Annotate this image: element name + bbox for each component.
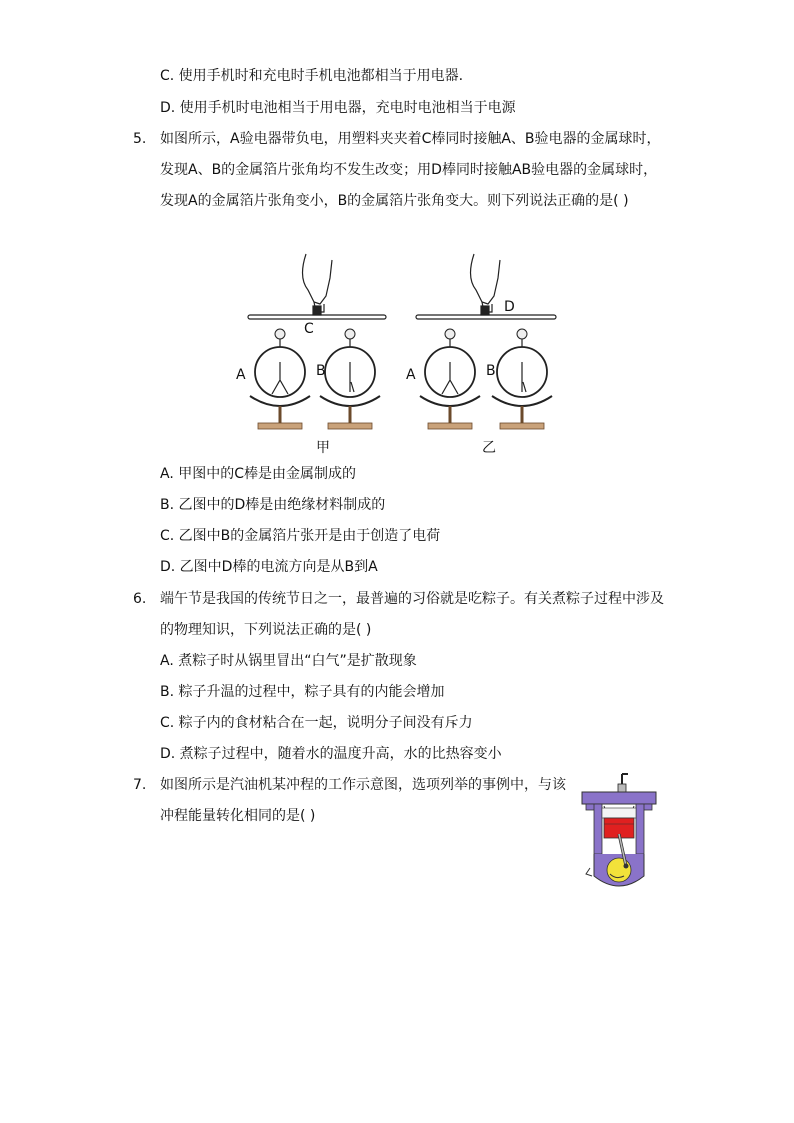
q6-option-b: B. 粽子升温的过程中，粽子具有的内能会增加 (160, 684, 445, 700)
engine-figure (576, 772, 664, 896)
caption-yi: 乙 (482, 440, 496, 456)
electroscope-left-a (250, 329, 310, 429)
electroscope-drawing (228, 246, 568, 466)
q4-option-d: D. 使用手机时电池相当于用电器，充电时电池相当于电源 (160, 100, 516, 116)
rod-d (416, 315, 556, 319)
engine-drawing (576, 772, 664, 896)
label-right-b: B (486, 363, 496, 379)
cylinder-head (582, 792, 656, 804)
q6-number: 6. (133, 591, 147, 607)
q5-option-b: B. 乙图中的D棒是由绝缘材料制成的 (160, 497, 386, 513)
label-left-b: B (316, 363, 326, 379)
crank (607, 858, 631, 882)
label-left-a: A (236, 367, 246, 383)
q7-number: 7. (133, 777, 147, 793)
clip-left (313, 306, 321, 315)
hand-left (303, 254, 333, 304)
hand-right (471, 254, 501, 304)
q4-option-c: C. 使用手机时和充电时手机电池都相当于用电器. (160, 68, 464, 84)
label-rod-d: D (504, 299, 515, 315)
q5-stem-line2: 发现A、B的金属箔片张角均不发生改变；用D棒同时接触AB验电器的金属球时， (160, 162, 658, 178)
label-rod-c: C (304, 321, 314, 337)
q5-number: 5. (133, 131, 147, 147)
q6-option-a: A. 煮粽子时从锅里冒出“白气”是扩散现象 (160, 653, 417, 669)
electroscope-figure (228, 246, 568, 466)
q7-stem-line1: 如图所示是汽油机某冲程的工作示意图，选项列举的事例中，与该 (160, 777, 566, 793)
caption-jia: 甲 (316, 440, 330, 456)
electroscope-right-a (420, 329, 480, 429)
q5-stem-line3: 发现A的金属箔片张角变小，B的金属箔片张角变大。则下列说法正确的是( ) (160, 193, 629, 209)
q5-option-a: A. 甲图中的C棒是由金属制成的 (160, 466, 357, 482)
q6-option-d: D. 煮粽子过程中，随着水的温度升高，水的比热容变小 (160, 746, 502, 762)
clip-right (481, 306, 489, 315)
q5-stem-line1: 如图所示，A验电器带负电，用塑料夹夹着C棒同时接触A、B验电器的金属球时， (160, 131, 661, 147)
rod-c (248, 315, 386, 319)
electroscope-right-b (492, 329, 552, 429)
electroscope-left-b (320, 329, 380, 429)
q5-option-d: D. 乙图中D棒的电流方向是从B到A (160, 559, 378, 575)
label-right-a: A (406, 367, 416, 383)
q6-option-c: C. 粽子内的食材粘合在一起，说明分子间没有斥力 (160, 715, 473, 731)
q5-option-c: C. 乙图中B的金属箔片张开是由于创造了电荷 (160, 528, 441, 544)
q7-stem-line2: 冲程能量转化相同的是( ) (160, 808, 316, 824)
q6-stem-line1: 端午节是我国的传统节日之一，最普遍的习俗就是吃粽子。有关煮粽子过程中涉及 (160, 591, 664, 607)
q6-stem-line2: 的物理知识，下列说法正确的是( ) (160, 622, 372, 638)
